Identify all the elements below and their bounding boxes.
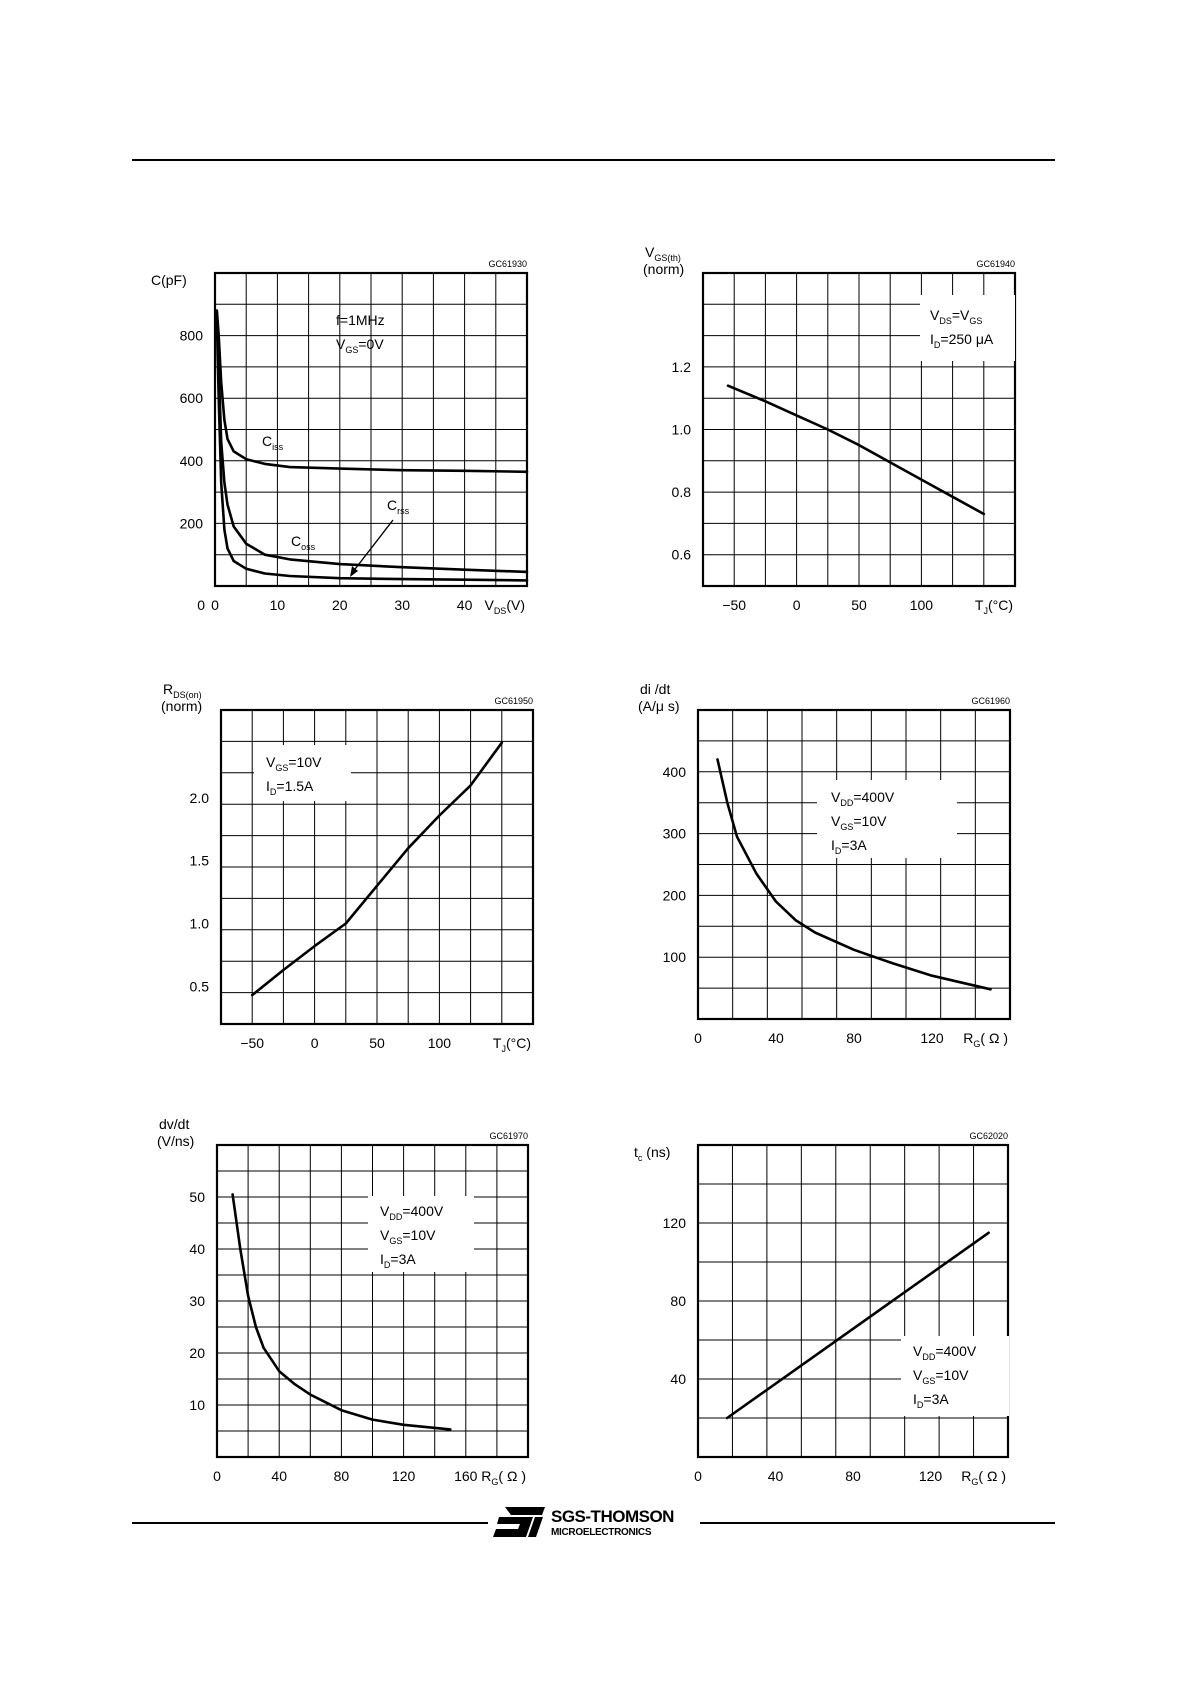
footer-rule-right xyxy=(700,1522,1055,1524)
y-tick-label: 10 xyxy=(189,1397,205,1413)
y-axis-title: $V_{GS(th)}$ xyxy=(645,244,681,263)
y-axis-title-unit: (norm) xyxy=(161,698,203,714)
y-tick-label: 200 xyxy=(179,515,203,532)
series-label-ciss: $C_{iss}$ xyxy=(262,433,284,452)
annotation-line: $V_{DD}=400V$ xyxy=(831,789,895,808)
annotation-line: $V_{GS}=10V$ xyxy=(380,1227,436,1246)
chart-code: GC61930 xyxy=(488,259,527,269)
x-tick-label: 0 xyxy=(310,1035,319,1051)
chart-vgs-threshold xyxy=(643,244,1015,616)
y-axis-title-unit: (norm) xyxy=(643,261,685,277)
annotation-line: $V_{GS}=10V$ xyxy=(913,1367,969,1386)
x-tick-label: 40 xyxy=(768,1030,784,1046)
chart-capacitance xyxy=(151,259,527,616)
y-tick-label: 1.0 xyxy=(671,421,691,438)
annotation-line: $V_{DS}=V_{GS}$ xyxy=(930,307,983,326)
x-tick-label: 50 xyxy=(851,597,867,613)
x-tick-label: 50 xyxy=(369,1035,385,1051)
y-tick-label: 2.0 xyxy=(189,789,209,806)
y-tick-label: 1.0 xyxy=(189,915,209,932)
x-tick-label: 40 xyxy=(456,597,473,613)
annotation-line: f=1MHz xyxy=(336,312,385,328)
x-tick-label: 40 xyxy=(271,1468,287,1484)
chart-di-dt xyxy=(638,681,1010,1049)
y-axis-title-unit: (V/ns) xyxy=(157,1133,195,1149)
annotation-line: $I_D=3A$ xyxy=(831,837,867,856)
x-tick-label: 0 xyxy=(792,597,801,613)
series-label-crss: $C_{rss}$ xyxy=(387,497,410,516)
y-tick-label: 800 xyxy=(179,327,203,344)
brand-name: SGS-THOMSON xyxy=(551,1507,674,1526)
y-tick-label: 40 xyxy=(189,1241,205,1257)
y-tick-label: 100 xyxy=(662,949,686,966)
annotation-line: $I_D=3A$ xyxy=(380,1251,416,1270)
footer-rule-left xyxy=(132,1522,488,1524)
x-tick-label: 0 xyxy=(694,1468,702,1484)
y-tick-label: 1.5 xyxy=(189,852,209,869)
x-axis-title: $R_G$( Ω ) xyxy=(481,1468,526,1487)
x-axis-title: $R_G$( Ω ) xyxy=(963,1030,1008,1049)
y-tick-label: 200 xyxy=(662,887,686,904)
x-axis-title: $V_{DS}(V)$ xyxy=(484,597,525,616)
chart-code: GC61960 xyxy=(971,696,1010,706)
x-tick-label: 120 xyxy=(391,1468,416,1484)
y-tick-label: 50 xyxy=(189,1189,205,1205)
annotation-line: $V_{GS}=10V$ xyxy=(831,813,887,832)
x-tick-label: 0 xyxy=(694,1030,702,1046)
x-tick-label: 0 xyxy=(213,1468,221,1484)
x-tick-label: −50 xyxy=(722,597,747,613)
chart-code: GC61950 xyxy=(494,696,533,706)
st-logo-icon xyxy=(493,1507,545,1541)
y-tick-label: 400 xyxy=(662,763,686,780)
annotation-line: $I_D=3A$ xyxy=(913,1391,949,1410)
y-tick-label: 600 xyxy=(179,390,203,407)
series-label-coss: $C_{oss}$ xyxy=(291,533,316,552)
y-tick-label: 0.8 xyxy=(671,484,691,501)
annotation-line: $V_{GS}=10V$ xyxy=(266,754,322,773)
x-tick-label: 80 xyxy=(845,1468,861,1484)
y-axis-title-unit: (A/μ s) xyxy=(638,698,680,714)
x-tick-label: 10 xyxy=(269,597,286,613)
y-axis-title: di /dt xyxy=(640,681,671,697)
annotation-line: $I_D=1.5A$ xyxy=(266,778,314,797)
annotation-box xyxy=(920,295,1015,361)
origin-label: 0 xyxy=(197,597,205,613)
x-tick-label: 80 xyxy=(846,1030,862,1046)
chart-code: GC61970 xyxy=(489,1131,528,1141)
annotation-line: $V_{GS}=0V$ xyxy=(336,336,384,355)
annotation-line: $V_{DD}=400V$ xyxy=(913,1343,977,1362)
x-tick-label: 160 xyxy=(454,1468,478,1484)
x-tick-label: 80 xyxy=(333,1468,350,1484)
x-tick-label: 20 xyxy=(332,597,348,613)
y-tick-label: 80 xyxy=(670,1293,686,1309)
chart-code: GC62020 xyxy=(969,1131,1008,1141)
chart-code: GC61940 xyxy=(976,259,1015,269)
y-tick-label: 400 xyxy=(179,452,203,469)
x-tick-label: 120 xyxy=(920,1030,944,1046)
x-tick-label: −50 xyxy=(240,1035,265,1051)
annotation-line: $I_D=250$ μA xyxy=(930,331,994,350)
y-tick-label: 300 xyxy=(662,825,686,842)
x-axis-title: $R_G$( Ω ) xyxy=(961,1468,1006,1487)
x-tick-label: 30 xyxy=(394,597,410,613)
y-tick-label: 0.6 xyxy=(671,546,691,563)
brand-subtitle: MICROELECTRONICS xyxy=(551,1527,652,1538)
chart-tc xyxy=(634,1131,1009,1487)
chart-rds-on xyxy=(161,681,533,1054)
x-tick-label: 0 xyxy=(211,597,219,613)
y-axis-title: $t_c$ (ns) xyxy=(634,1144,671,1163)
chart-dv-dt xyxy=(157,1116,528,1487)
y-axis-title: $R_{DS(on)}$ xyxy=(163,681,202,700)
y-tick-label: 40 xyxy=(670,1371,686,1387)
x-axis-title: $T_J(^\circ C)$ xyxy=(492,1035,531,1054)
x-axis-title: $T_J(^\circ C)$ xyxy=(974,597,1013,616)
annotation-line: $V_{DD}=400V$ xyxy=(380,1203,444,1222)
x-tick-label: 120 xyxy=(918,1468,943,1484)
y-tick-label: 20 xyxy=(189,1345,205,1361)
y-axis-title: C(pF) xyxy=(151,272,187,288)
y-tick-label: 0.5 xyxy=(189,978,209,995)
y-tick-label: 120 xyxy=(662,1215,686,1231)
y-tick-label: 1.2 xyxy=(671,358,691,375)
y-axis-title: dv/dt xyxy=(159,1116,190,1132)
x-tick-label: 100 xyxy=(427,1035,452,1051)
brand-logo xyxy=(493,1506,693,1542)
series-line-vgs-th- xyxy=(728,386,984,514)
x-tick-label: 100 xyxy=(909,597,934,613)
y-tick-label: 30 xyxy=(189,1293,205,1309)
x-tick-label: 40 xyxy=(767,1468,784,1484)
series-line-crss xyxy=(217,320,527,581)
